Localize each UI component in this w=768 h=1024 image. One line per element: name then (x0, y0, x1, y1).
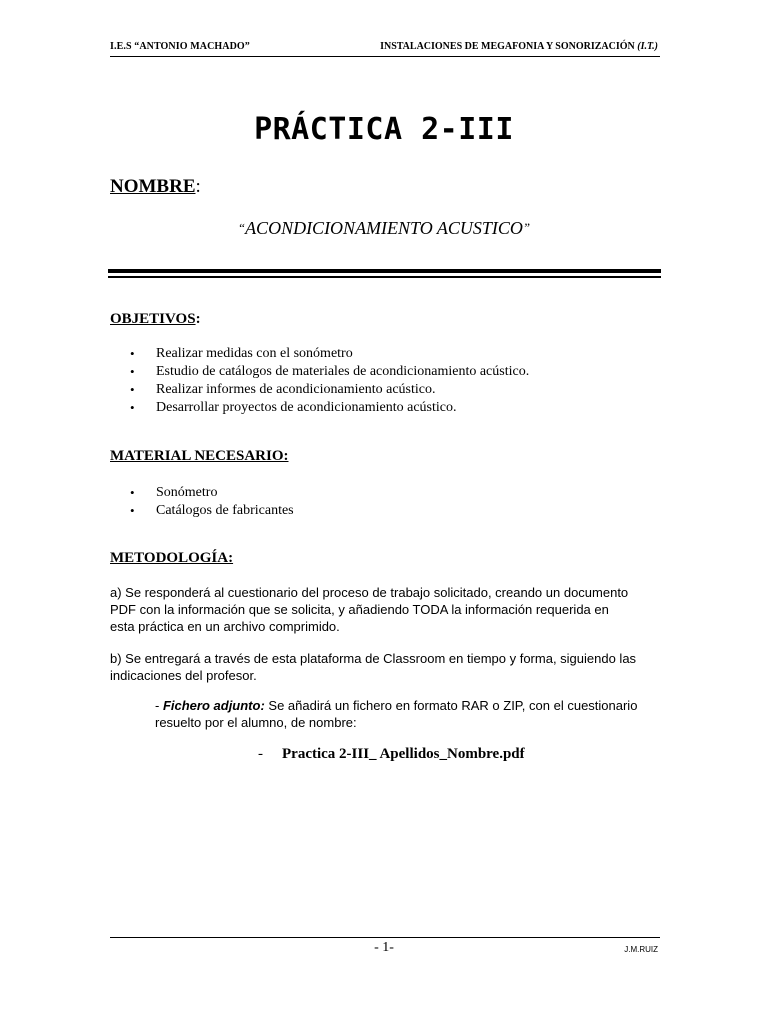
attachment-line-1 (155, 697, 675, 714)
page-number: - 1- (374, 940, 394, 955)
subject-close-quote: ” (522, 220, 531, 235)
bullet-icon: • (130, 382, 135, 397)
header-course (380, 41, 658, 52)
metodologia-heading (110, 550, 233, 567)
paragraph-line: indicaciones del profesor. (110, 668, 257, 683)
required-filename (258, 746, 525, 763)
material-heading (110, 448, 289, 465)
list-item (110, 502, 294, 520)
filename-dash: - (258, 746, 263, 762)
objetivos-heading (110, 311, 201, 328)
list-item-text: Catálogos de fabricantes (156, 503, 294, 518)
paragraph-line: b) Se entregará a través de esta plataforma de Classroom en tiempo y forma, siguiendo las (110, 651, 637, 666)
metodologia-heading-text: METODOLOGÍA: (110, 550, 234, 566)
list-item (110, 363, 529, 381)
objetivos-list (110, 345, 529, 417)
bullet-icon: • (130, 400, 135, 415)
list-item-text: Realizar informes de acondicionamiento acústico. (156, 382, 436, 397)
nombre-label-text: NOMBRE (110, 176, 196, 197)
divider-thin (108, 276, 661, 278)
metodologia-paragraph-b (110, 650, 670, 684)
header-course-suffix: (I.T.) (637, 41, 658, 52)
bullet-icon: • (130, 346, 135, 361)
attachment-text: Se añadirá un fichero en formato RAR o ZIP, con el cuestionario (264, 698, 638, 713)
paragraph-line: a) Se responderá al cuestionario del proceso de trabajo solicitado, creando un documento (110, 585, 629, 600)
objetivos-heading-text: OBJETIVOS (110, 311, 196, 327)
attachment-note (155, 697, 675, 731)
nombre-label (110, 176, 201, 198)
list-item (110, 399, 529, 417)
page-title: PRÁCTICA 2-III (254, 112, 514, 147)
subject-text: ACONDICIONAMIENTO ACUSTICO (245, 218, 523, 238)
list-item (110, 381, 529, 399)
attachment-dash: - (155, 698, 163, 713)
nombre-colon: : (195, 176, 201, 197)
footer-author: J.M.RUIZ (624, 945, 658, 954)
subject-open-quote: “ (237, 220, 246, 235)
metodologia-paragraph-a (110, 584, 670, 635)
list-item (110, 345, 529, 363)
list-item-text: Sonómetro (156, 485, 218, 500)
bullet-icon: • (130, 485, 135, 500)
material-heading-text: MATERIAL NECESARIO: (110, 448, 289, 464)
objetivos-colon: : (195, 311, 201, 327)
list-item-text: Realizar medidas con el sonómetro (156, 346, 353, 361)
header-school: I.E.S “ANTONIO MACHADO” (110, 41, 250, 52)
practice-subject (0, 218, 768, 239)
paragraph-line: PDF con la información que se solicita, y añadiendo TODA la información requerida en (110, 602, 609, 617)
header-course-name: INSTALACIONES DE MEGAFONIA Y SONORIZACIÓN (380, 41, 635, 52)
header-rule (110, 56, 660, 57)
material-list (110, 484, 294, 520)
filename-text: Practica 2-III_ Apellidos_Nombre.pdf (282, 746, 525, 762)
bullet-icon: • (130, 364, 135, 379)
list-item (110, 484, 294, 502)
paragraph-line: esta práctica en un archivo comprimido. (110, 619, 340, 634)
divider-thick (108, 269, 661, 273)
list-item-text: Desarrollar proyectos de acondicionamiento acústico. (156, 400, 457, 415)
footer-rule (110, 937, 660, 938)
list-item-text: Estudio de catálogos de materiales de acondicionamiento acústico. (156, 364, 530, 379)
bullet-icon: • (130, 503, 135, 518)
attachment-label: Fichero adjunto: (162, 698, 265, 713)
attachment-line-2: resuelto por el alumno, de nombre: (155, 715, 357, 730)
